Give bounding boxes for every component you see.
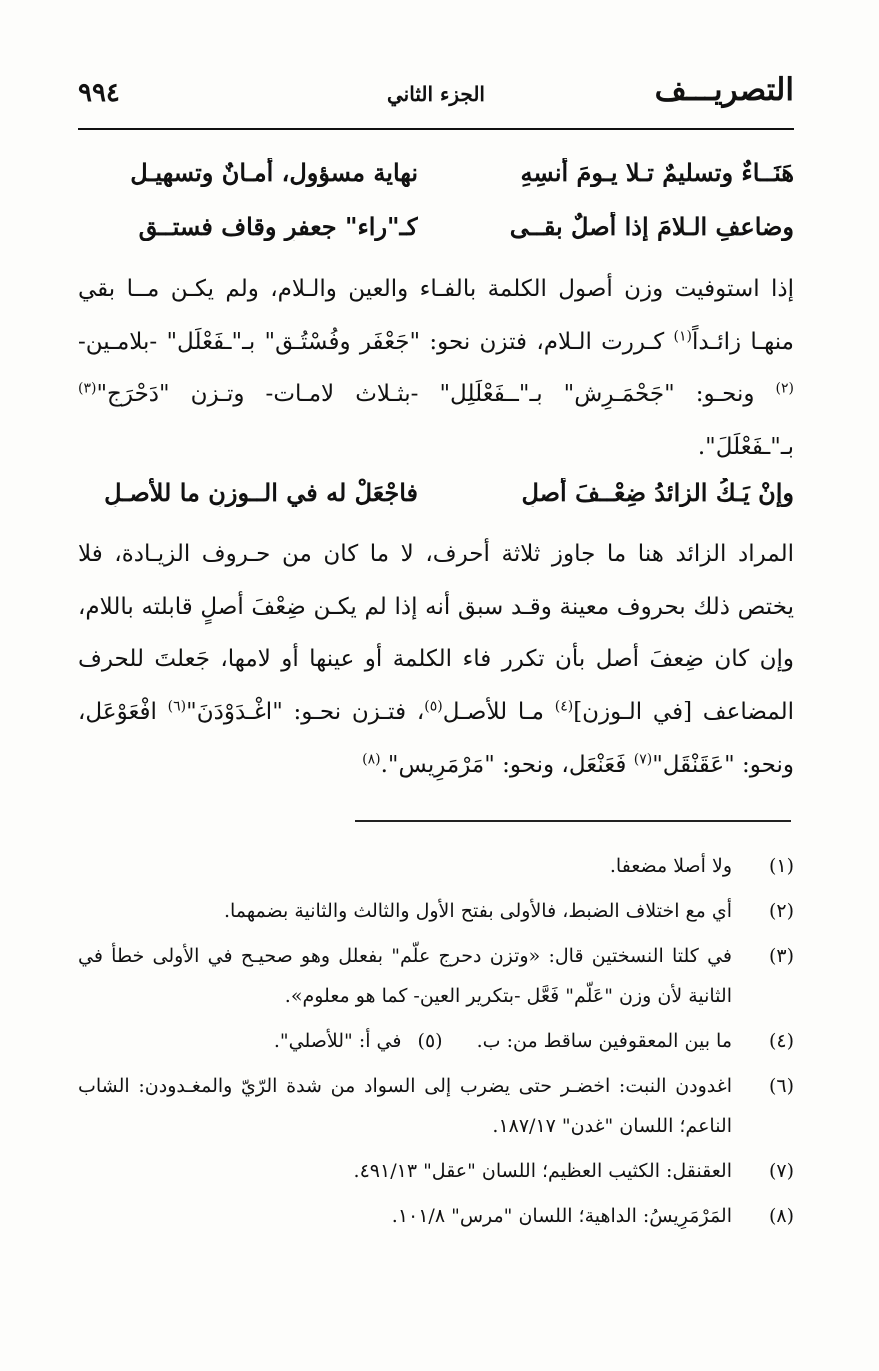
footnote-text: العقنقل: الكثيب العظيم؛ اللسان "عقل" ٤٩١/١٣. [353, 1160, 732, 1182]
second-hemistich: فاجْعَلْ له في الــوزنِ ما للأصـلِ [104, 478, 418, 507]
footnote-text: ما بين المعقوفين ساقط من: ب. [476, 1030, 732, 1052]
footnote-ref: (٢) [775, 380, 794, 397]
footnote-number: (٧) [768, 1160, 794, 1182]
footnote-ref: (٦) [167, 698, 187, 715]
footnote-ref: (٥) [424, 698, 443, 715]
paragraph-text: إذا استوفيت وزن أصول الكلمة بالفـاء والعين والـلام، ولم يكـن مــا بقي منهـا زائـداً [78, 276, 795, 355]
footnote-7 [78, 1151, 794, 1191]
footnote-1 [78, 846, 794, 886]
footnote-text: اغدودن النبت: اخضـر حتى يضرب إلى السواد من شدة الرّيّ والمغـدودن: الشاب الناعم؛ اللسان "غدن" ١٨٧/١٧. [78, 1075, 732, 1137]
paragraph-text: ، فتـزن نحـو: "اغْـدَوْدَنَ" [186, 699, 425, 726]
footnote-ref: (٣) [78, 380, 97, 397]
footnote-text: في كلتا النسختين قال: «وتزن دحرج علّم" بفعلل وهو صحيـح في الأولى خطأ في الثانية لأن وزن "عَلّم" فَعَّل -بتكرير العين- كما هو معلوم». [78, 945, 732, 1007]
first-hemistich: وضاعفِ الـلامَ إذا أصلٌ بقــى [509, 212, 794, 241]
footnote-separator [355, 820, 791, 822]
header-rule [78, 128, 794, 130]
footnote-number: (٢) [768, 900, 794, 922]
footnote-text: ولا أصلا مضعفا. [609, 855, 732, 877]
footnote-6 [78, 1066, 794, 1146]
paragraph-text: المراد الزائد هنا ما جاوز ثلاثة أحرف، لا ما كان من حـروف الزيـادة، فلا يختص ذلك بحروف معينة وقـد سبق أنه إذا لم يكـن ضِعْفَ أصلٍ قابلته باللام، وإن كان ضِعفَ أصل بأن تكرر فاء الكلمة أو عينها أو لامها، جَعلتَ للحرف المضاعف [في الـوزن] [78, 541, 794, 726]
paragraph-text: مـا للأصـل [442, 699, 555, 726]
footnote-ref: (٨) [362, 751, 381, 768]
footnote-number: (٥) [417, 1030, 443, 1052]
paragraph-text: كـررت الـلام، فتزن نحو: "جَعْفَر وفُسْتُـق" بـ"ـفَعْلَل" -بلامـين- [78, 328, 674, 355]
first-hemistich: هَنَــاءٌ وتسليمٌ تـلا يـومَ أُنسِهِ [520, 158, 794, 187]
footnote-2 [78, 891, 794, 931]
footnote-3 [78, 936, 794, 1016]
page-header [78, 72, 794, 124]
paragraph-2 [78, 528, 794, 792]
second-hemistich: كـ"راء" جعفرٍ وقاف فستــق [138, 212, 418, 241]
footnote-number: (٦) [768, 1075, 794, 1097]
footnote-ref: (١) [673, 328, 693, 345]
footnote-text: في أ: "للأصلي". [273, 1030, 402, 1052]
footnote-number: (١) [768, 855, 794, 877]
paragraph-1 [78, 263, 794, 474]
footnote-ref: (٧) [633, 751, 653, 768]
chapter-title: التصريـــف [654, 72, 794, 108]
second-hemistich: نهاية مسؤول، أمـانٌ وتسهيـل [130, 158, 418, 187]
footnote-number: (٨) [768, 1205, 794, 1227]
paragraph-text: فَعَنْعَل، ونحو: "مَرْمَرِيس". [380, 751, 634, 778]
footnote-4-and-5 [78, 1021, 794, 1061]
verse-line-1 [78, 158, 794, 210]
verse-line-2 [78, 212, 794, 264]
footnote-text: أي مع اختلاف الضبط، فالأولى بفتح الأول والثالث والثانية بضمهما. [223, 900, 732, 922]
paragraph-text: ونحـو: "جَحْمَـرِش" بـ"ــفَعْلَلِل" -بثـلاث لامـات- وتـزن "دَحْرَج" [96, 381, 776, 408]
page-number: ٩٩٤ [78, 78, 120, 108]
verse-line-3 [78, 478, 794, 530]
footnotes [78, 846, 794, 1241]
paragraph-text: بـ"ـفَعْلَلَ". [697, 434, 794, 461]
part-label: الجزء الثاني [387, 82, 485, 106]
footnote-8 [78, 1196, 794, 1236]
footnote-number: (٣) [768, 945, 794, 967]
paragraph-text: افْعَوْعَل، ونحو: "عَقَنْقَل" [78, 699, 794, 778]
footnote-ref: (٤) [554, 698, 574, 715]
footnote-text: المَرْمَرِيسُ: الداهية؛ اللسان "مرس" ١٠١/٨. [391, 1205, 732, 1227]
first-hemistich: وإنْ يَـكُ الزائدُ ضِعْــفَ أصلِ [521, 478, 794, 507]
footnote-number: (٤) [768, 1030, 794, 1052]
